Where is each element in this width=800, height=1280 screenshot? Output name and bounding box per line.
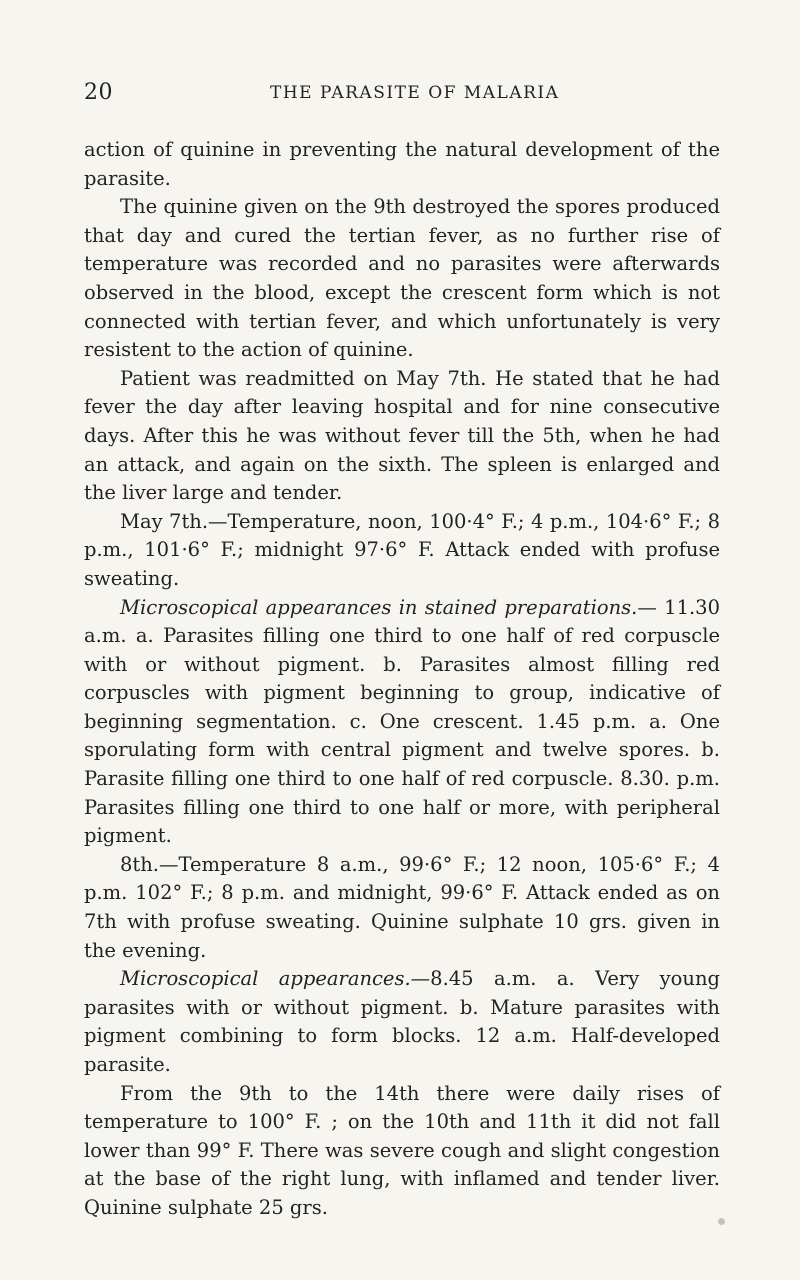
paragraph xyxy=(84,594,720,851)
running-title: THE PARASITE OF MALARIA xyxy=(270,83,560,103)
paragraph-italic-heading: Microscopical appearances. xyxy=(120,967,411,991)
paragraph xyxy=(84,193,720,365)
paragraph xyxy=(84,965,720,1079)
page-number: 20 xyxy=(84,80,113,105)
body-text xyxy=(84,136,720,1223)
page-header xyxy=(84,80,720,110)
paragraph xyxy=(84,365,720,508)
paragraph xyxy=(84,508,720,594)
paragraph-text: — 11.30 a.m. a. Parasites filling one third to one half of red corpuscle with or without pigment. b. Parasites almost filling red corpuscles with pigment beginning to group, indicative of beginning segmentation. c. One crescent. 1.45 p.m. a. One sporulating form with central pigment and twelve spores. b. Parasite filling one third to one half of red corpuscle. 8.30. p.m. Parasites filling one third to one half or more, with peripheral pigment. xyxy=(84,595,720,848)
paragraph-text: 8th.—Temperature 8 a.m., 99·6° F.; 12 noon, 105·6° F.; 4 p.m. 102° F.; 8 p.m. and midnight, 99·6° F. Attack ended as on 7th with profuse sweating. Quinine sulphate 10 grs. given in the evening. xyxy=(84,852,720,962)
ink-speck xyxy=(718,1218,725,1225)
paragraph xyxy=(84,1080,720,1223)
paragraph xyxy=(84,136,720,193)
paragraph-text: The quinine given on the 9th destroyed the spores produced that day and cured the tertian fever, as no further rise of temperature was recorded and no parasites were afterwards observed in the blood, except the crescent form which is not connected with tertian fever, and which unfortunately is very resistent to the action of quinine. xyxy=(84,195,720,362)
paragraph-text: action of quinine in preventing the natural development of the parasite. xyxy=(84,138,720,190)
paragraph-italic-heading: Microscopical appearances in stained preparations. xyxy=(120,595,638,619)
paragraph xyxy=(84,851,720,965)
paragraph-text: From the 9th to the 14th there were daily rises of temperature to 100° F. ; on the 10th and 11th it did not fall lower than 99° F. There was severe cough and slight congestion at the base of the right lung, with inflamed and tender liver. Quinine sulphate 25 grs. xyxy=(84,1081,720,1219)
paragraph-text: —8.45 a.m. a. Very young parasites with or without pigment. b. Mature parasites with pigment combining to form blocks. 12 a.m. Half-developed parasite. xyxy=(84,967,720,1076)
paragraph-text: May 7th.—Temperature, noon, 100·4° F.; 4 p.m., 104·6° F.; 8 p.m., 101·6° F.; midnight 97·6° F. Attack ended with profuse sweating. xyxy=(84,509,720,590)
paragraph-text: Patient was readmitted on May 7th. He stated that he had fever the day after leaving hospital and for nine consecutive days. After this he was without fever till the 5th, when he had an attack, and again on the sixth. The spleen is enlarged and the liver large and tender. xyxy=(84,366,720,505)
